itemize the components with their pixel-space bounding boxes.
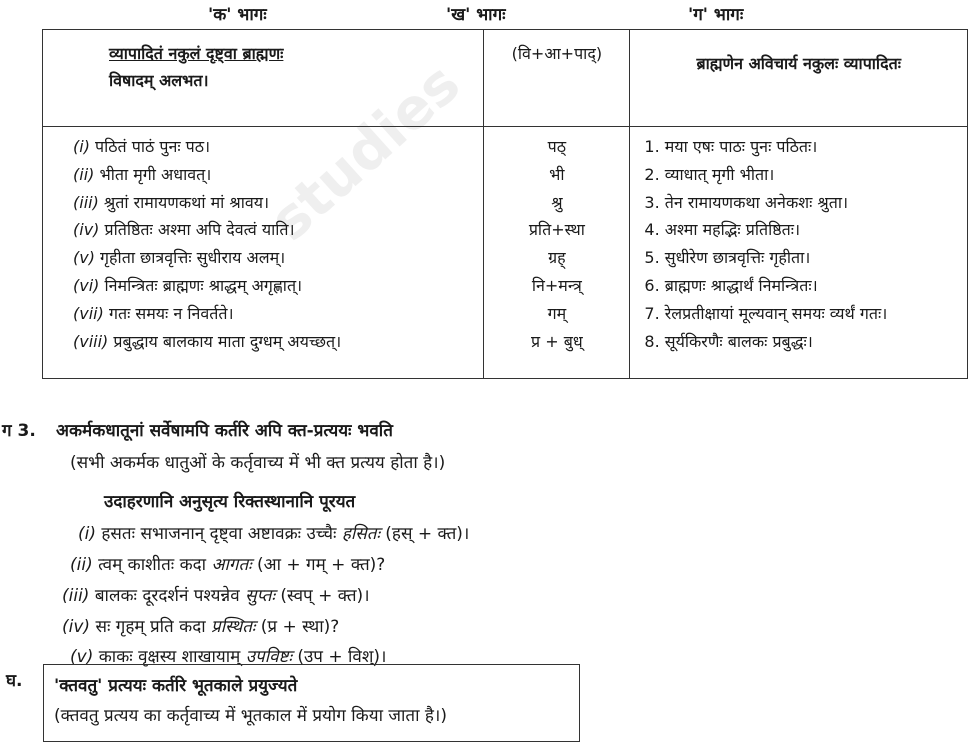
table-body-row	[43, 127, 968, 379]
ga-5: 5. सुधीरेण छात्रवृत्तिः गृहीता।	[644, 248, 811, 268]
ga-2: 2. व्याधात् मृगी भीता।	[644, 164, 775, 184]
header-ka: 'क' भागः	[208, 5, 267, 25]
row-3: (iii) श्रुतां रामायणकथां मां श्रावय।	[73, 192, 270, 212]
table-header-row	[43, 30, 968, 127]
row-1: (i) पठितं पाठं पुनः पठ।	[73, 137, 211, 156]
watermark: studies	[257, 51, 473, 254]
bhaga-table	[42, 29, 968, 379]
root-1: पठ्	[547, 137, 567, 156]
root-6: नि+मन्त्र्	[531, 275, 582, 295]
header-ga: 'ग' भागः	[688, 5, 744, 25]
col2-head: (वि+आ+पाद्)	[484, 30, 630, 127]
root-8: प्र + बुध्	[531, 331, 583, 351]
ga-1: 1. मया एषः पाठः पुनः पठितः।	[644, 137, 818, 156]
ga-3: 3. तेन रामायणकथा अनेकशः श्रुता।	[644, 192, 849, 212]
row-2: (ii) भीता मृगी अधावत्।	[73, 164, 212, 184]
col3-head: ब्राह्मणेन अविचार्य नकुलः व्यापादितः	[630, 30, 968, 127]
gha-box	[43, 664, 580, 742]
g3-item-1: (i) हसतः सभाजनान् दृष्ट्वा अष्टावक्रः उच्चैः हसितः (हस् + क्त)।	[78, 524, 470, 544]
g3-item-5: (v) काकः वृक्षस्य शाखायाम् उपविष्टः (उप + विश्)।	[70, 647, 387, 667]
g3-label: ग 3.	[2, 421, 36, 441]
gha-title: 'क्तवतु' प्रत्ययः कर्तरि भूतकाले प्रयुज्यते	[54, 676, 298, 696]
g3-item-4: (iv) सः गृहम् प्रति कदा प्रस्थितः (प्र + स्था)?	[62, 617, 340, 637]
gha-note: (क्तवतु प्रत्यय का कर्तृवाच्य में भूतकाल में प्रयोग किया जाता है।)	[54, 706, 447, 726]
gha-label: घ.	[6, 671, 23, 691]
row-7: (vii) गतः समयः न निवर्तते।	[73, 303, 234, 323]
header-kha: 'ख' भागः	[446, 5, 506, 25]
ga-8: 8. सूर्यकिरणैः बालकः प्रबुद्धः।	[644, 331, 813, 351]
root-3: श्रु	[551, 192, 563, 212]
ga-7: 7. रेलप्रतीक्षायां मूल्यवान् समयः व्यर्थं गतः।	[644, 303, 888, 323]
col1-head-line2: विषादम् अलभत।	[109, 71, 209, 90]
col3-body	[630, 127, 968, 379]
root-4: प्रति+स्था	[528, 220, 585, 240]
ga-6: 6. ब्राह्मणः श्राद्धार्थं निमन्त्रितः।	[644, 275, 818, 295]
row-6: (vi) निमन्त्रितः ब्राह्मणः श्राद्धम् अगृह्णात्।	[73, 275, 303, 295]
ga-4: 4. अश्मा महद्भिः प्रतिष्ठितः।	[644, 220, 801, 240]
col1-body	[43, 127, 484, 379]
col1-head	[43, 30, 484, 127]
g3-item-2: (ii) त्वम् काशीतः कदा आगतः (आ + गम् + क्त)?	[70, 555, 386, 575]
g3-note: (सभी अकर्मक धातुओं के कर्तृवाच्य में भी क्त प्रत्यय होता है।)	[70, 453, 446, 473]
root-5: ग्रह्	[548, 248, 566, 268]
col2-body	[484, 127, 630, 379]
root-2: भी	[549, 164, 565, 184]
row-8: (viii) प्रबुद्धाय बालकाय माता दुग्धम् अयच्छत्।	[73, 331, 342, 351]
g3-subtitle: उदाहरणानि अनुसृत्य रिक्तस्थानानि पूरयत	[104, 492, 356, 512]
root-7: गम्	[547, 303, 567, 323]
row-4: (iv) प्रतिष्ठितः अश्मा अपि देवत्वं याति।	[73, 220, 295, 240]
row-5: (v) गृहीता छात्रवृत्तिः सुधीराय अलम्।	[73, 248, 286, 268]
g3-title: अकर्मकधातूनां सर्वेषामपि कर्तरि अपि क्त-प्रत्ययः भवति	[56, 421, 393, 441]
col1-head-line1: व्यापादितं नकुलं दृष्ट्वा ब्राह्मणः	[109, 44, 284, 63]
g3-item-3: (iii) बालकः दूरदर्शनं पश्यन्नेव सुप्तः (स्वप् + क्त)।	[62, 586, 370, 606]
